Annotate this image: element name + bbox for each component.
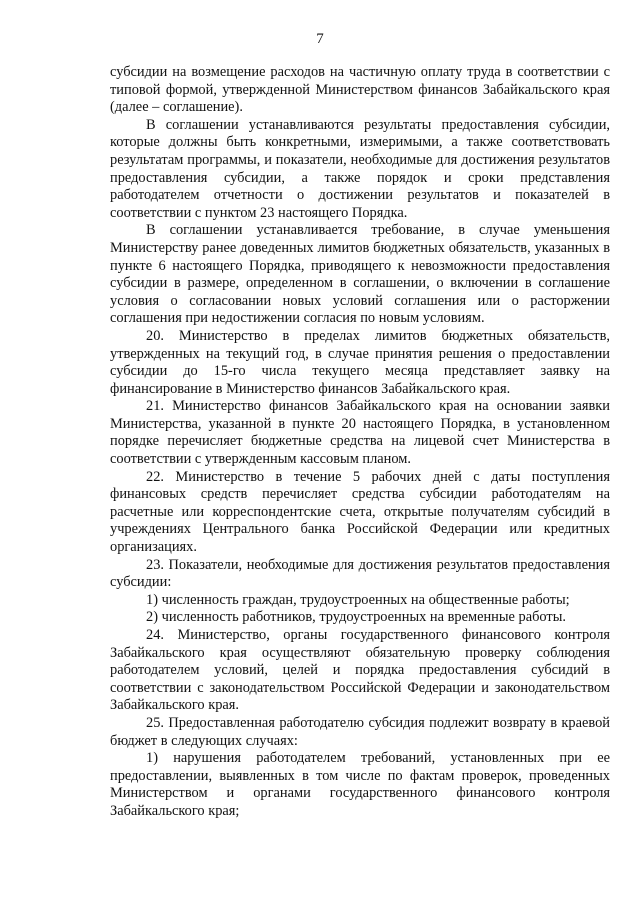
document-body	[110, 64, 610, 821]
paragraph-item-25-case-1: 1) нарушения работодателем требований, установленных при ее предоставлении, выявленных в том числе по фактам проверок, проведенных Министерством и органами государственного финансового контроля Забайкальского края;	[110, 750, 610, 819]
paragraph-item-24: 24. Министерство, органы государственного финансового контроля Забайкальского края осуществляют обязательную проверку соблюдения работодателем условий, целей и порядка предоставления субсидий в соответствии с законодательством Российской Федерации и законодательством Забайкальского края.	[110, 627, 610, 714]
paragraph-item-21: 21. Министерство финансов Забайкальского края на основании заявки Министерства, указанной в пункте 20 настоящего Порядка, в установленном порядке перечисляет бюджетные средства на лицевой счет Министерства в соответствии с утвержденным кассовым планом.	[110, 398, 610, 468]
paragraph-subsidy-agreement: субсидии на возмещение расходов на частичную оплату труда в соответствии с типовой формой, утвержденной Министерством финансов Забайкальского края (далее – соглашение).	[110, 64, 610, 116]
paragraph-item-25: 25. Предоставленная работодателю субсидия подлежит возврату в краевой бюджет в следующих случаях:	[110, 714, 610, 749]
paragraph-item-23-indicator-2: 2) численность работников, трудоустроенных на временные работы.	[146, 609, 566, 626]
paragraph-item-23-indicator-1: 1) численность граждан, трудоустроенных на общественные работы;	[146, 591, 570, 608]
paragraph-agreement-results: В соглашении устанавливаются результаты предоставления субсидии, которые должны быть конкретными, измеримыми, а также соответствовать результатам программы, и показатели, необходимые для достижения результатов предоставления субсидии, а также порядок и сроки представления работодателем отчетности о достижении результатов и показателей в соответствии с пунктом 23 настоящего Порядка.	[110, 116, 610, 221]
paragraph-item-22: 22. Министерство в течение 5 рабочих дней с даты поступления финансовых средств перечисляет средства субсидии работодателям на расчетные или корреспондентские счета, открытые получателям субсидий в учреждениях Центрального банка Российской Федерации или кредитных организациях.	[110, 468, 610, 556]
paragraph-agreement-limits: В соглашении устанавливается требование, в случае уменьшения Министерству ранее доведенных лимитов бюджетных обязательств, указанных в пункте 6 настоящего Порядка, приводящего к невозможности предоставления субсидии в размере, определенном в соглашении, о включении в соглашение условия о согласовании новых условий соглашения или о расторжении соглашения при недостижении согласия по новым условиям.	[110, 222, 610, 327]
page-number: 7	[316, 31, 324, 47]
paragraph-item-20: 20. Министерство в пределах лимитов бюджетных обязательств, утвержденных на текущий год, в случае принятия решения о предоставлении субсидии до 15-го числа текущего месяца представляет заявку на финансирование в Министерство финансов Забайкальского края.	[110, 327, 610, 397]
paragraph-item-23: 23. Показатели, необходимые для достижения результатов предоставления субсидии:	[110, 556, 610, 591]
